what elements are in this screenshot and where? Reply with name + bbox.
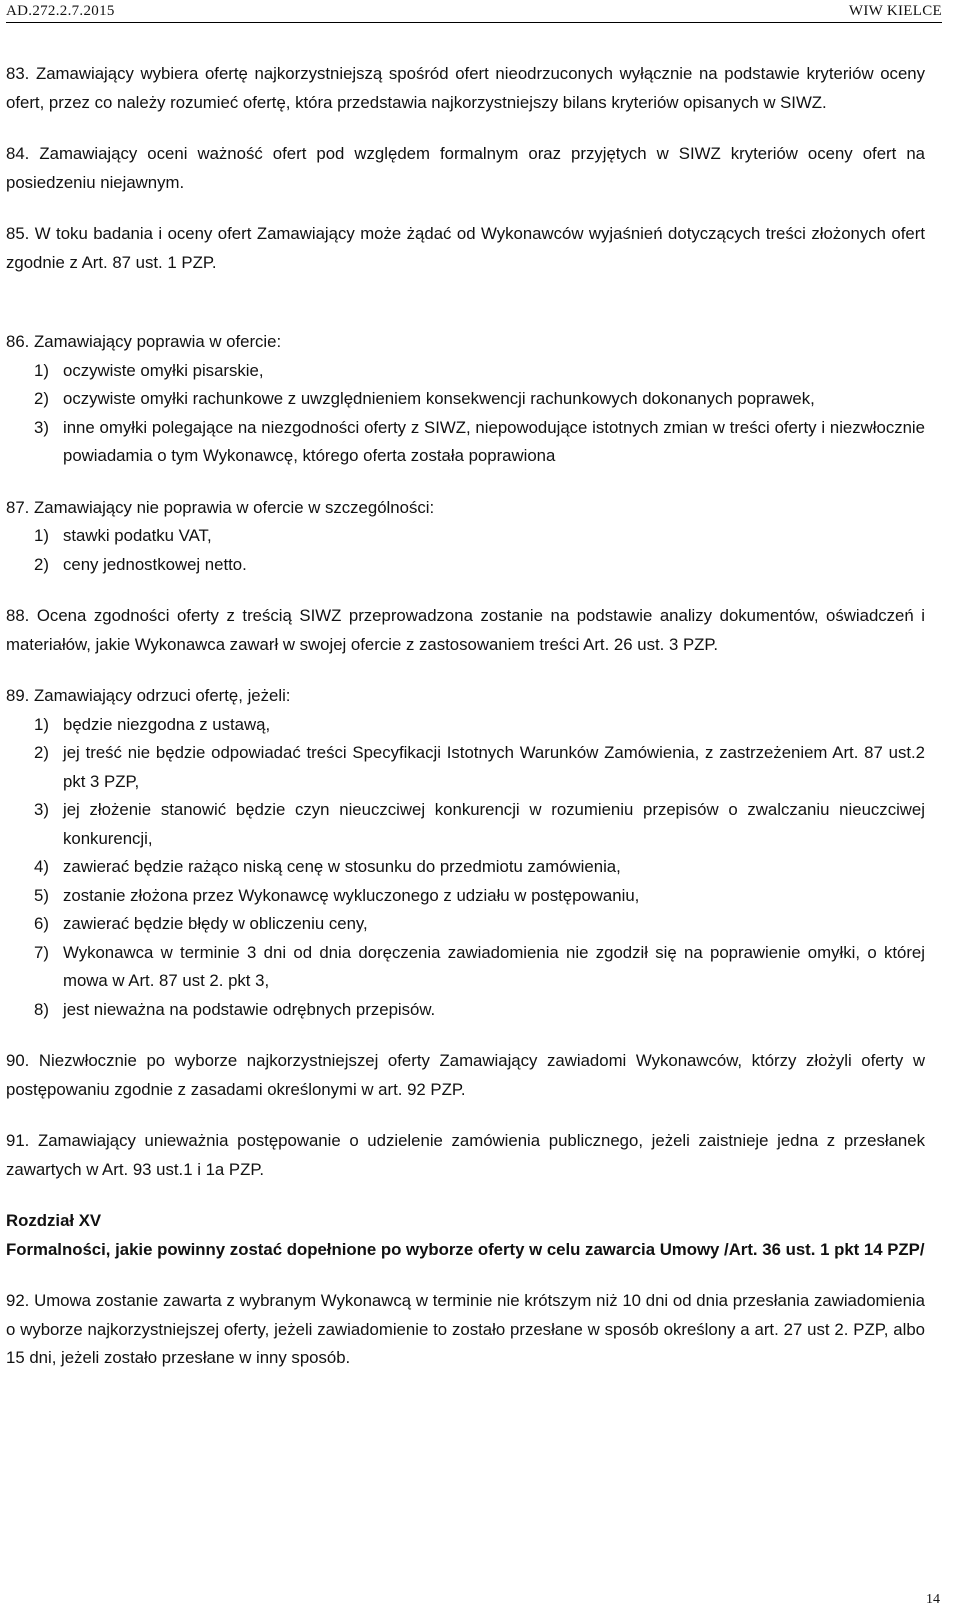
paragraph-90: 90. Niezwłocznie po wyborze najkorzystniejszej oferty Zamawiający zawiadomi Wykonawców, którzy złożyli oferty w postępowaniu zgodnie z zasadami określonymi w art. 92 PZP. [6,1051,925,1099]
list-item: 1) oczywiste omyłki pisarskie, [34,360,264,380]
list-item: 4) zawierać będzie rażąco niską cenę w stosunku do przedmiotu zamówienia, [34,857,621,876]
list-item: 1) będzie niezgodna z ustawą, [34,714,271,734]
paragraph-89-intro: 89. Zamawiający odrzuci ofertę, jeżeli: [6,686,291,705]
paragraph-84: 84. Zamawiający oceni ważność ofert pod względem formalnym oraz przyjętych w SIWZ kryteriów oceny ofert na posiedzeniu niejawnym. [6,144,925,192]
list-item: 3) jej złożenie stanowić będzie czyn nieuczciwej konkurencji w rozumieniu przepisów o zwalczaniu nieuczciwej konkurencji, [34,800,925,848]
paragraph-89-list [6,711,925,1025]
institution-name: WIW KIELCE [848,2,942,19]
list-item: 2) jej treść nie będzie odpowiadać treści Specyfikacji Istotnych Warunków Zamówienia, z zastrzeżeniem Art. 87 ust.2 pkt 3 PZP, [34,743,925,791]
document-reference: AD.272.2.7.2015 [6,2,115,19]
chapter-title: Rozdział XV [6,1211,102,1230]
list-item: 1) stawki podatku VAT, [34,526,212,545]
paragraph-87-intro: 87. Zamawiający nie poprawia w ofercie w szczególności: [6,497,435,517]
chapter-subtitle: Formalności, jakie powinny zostać dopełnione po wyborze oferty w celu zawarcia Umowy /Art. 36 ust. 1 pkt 14 PZP/ [6,1239,925,1259]
document-body [6,60,925,1373]
paragraph-83: 83. Zamawiający wybiera ofertę najkorzystniejszą spośród ofert nieodrzuconych wyłącznie na podstawie kryteriów oceny ofert, przez co należy rozumieć ofertę, która przedstawia najkorzystniejszy bilans kryteriów opisanych w SIWZ. [6,64,925,112]
list-item: 2) ceny jednostkowej netto. [34,554,247,574]
paragraph-85: 85. W toku badania i oceny ofert Zamawiający może żądać od Wykonawców wyjaśnień dotyczących treści złożonych ofert zgodnie z Art. 87 ust. 1 PZP. [6,224,925,272]
list-item: 6) zawierać będzie błędy w obliczeniu ceny, [34,914,368,933]
page-header [6,0,942,23]
list-item: 3) inne omyłki polegające na niezgodności oferty z SIWZ, niepowodujące istotnych zmian w treści oferty i niezwłocznie powiadamia o tym Wykonawcę, którego oferta została poprawiona [34,417,925,465]
paragraph-86-intro: 86. Zamawiający poprawia w ofercie: [6,332,282,351]
list-item: 8) jest nieważna na podstawie odrębnych przepisów. [34,999,436,1019]
paragraph-87-list [6,522,925,579]
paragraph-86-list [6,357,925,471]
paragraph-92: 92. Umowa zostanie zawarta z wybranym Wykonawcą w terminie nie krótszym niż 10 dni od dnia przesłania zawiadomienia o wyborze najkorzystniejszej oferty, jeżeli zawiadomienie to zostało przesłane w sposób określony a art. 27 ust 2. PZP, albo 15 dni, jeżeli zostało przesłane w inny sposób. [6,1291,925,1367]
list-item: 2) oczywiste omyłki rachunkowe z uwzględnieniem konsekwencji rachunkowych dokonanych poprawek, [34,389,815,408]
paragraph-91: 91. Zamawiający unieważnia postępowanie o udzielenie zamówienia publicznego, jeżeli zaistnieje jedna z przesłanek zawartych w Art. 93 ust.1 i 1a PZP. [6,1131,925,1179]
page-number: 14 [926,1592,940,1607]
list-item: 5) zostanie złożona przez Wykonawcę wykluczonego z udziału w postępowaniu, [34,885,640,905]
paragraph-88: 88. Ocena zgodności oferty z treścią SIWZ przeprowadzona zostanie na podstawie analizy dokumentów, oświadczeń i materiałów, jakie Wykonawca zawarł w swojej ofercie z zastosowaniem treści Art. 26 ust. 3 PZP. [6,606,925,654]
list-item: 7) Wykonawca w terminie 3 dni od dnia doręczenia zawiadomienia nie zgodził się na poprawienie omyłki, o której mowa w Art. 87 ust 2. pkt 3, [34,942,925,990]
